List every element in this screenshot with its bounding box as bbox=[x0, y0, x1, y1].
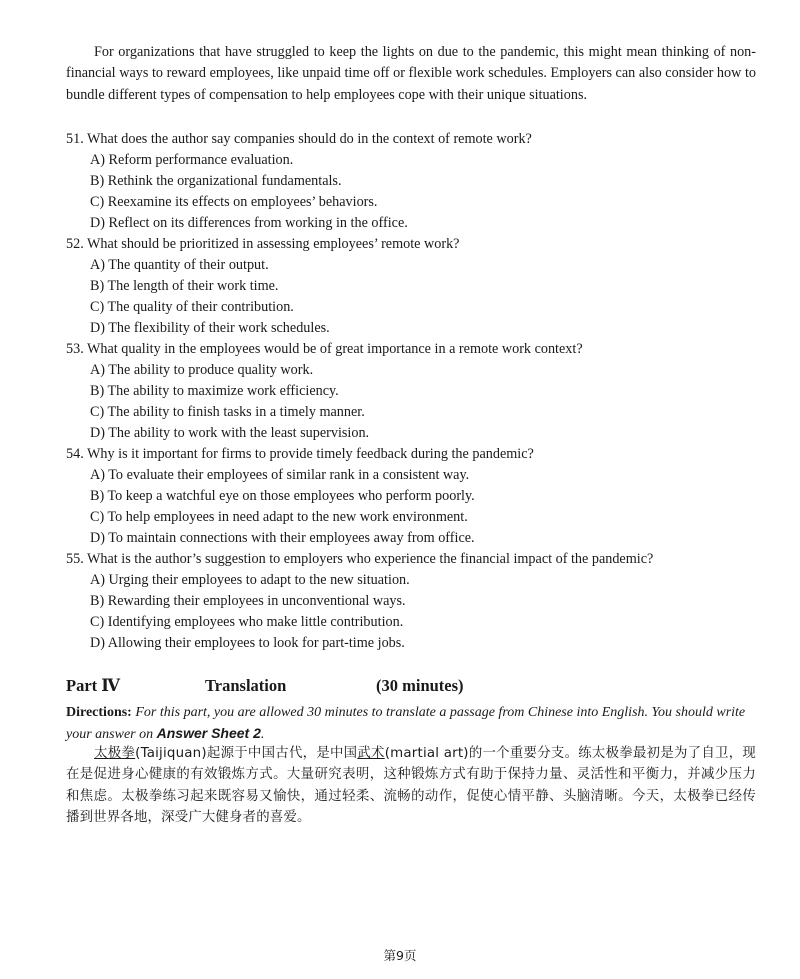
term-martial-art: 武术 bbox=[357, 746, 385, 761]
option-b: B) To keep a watchful eye on those employees who perform poorly. bbox=[90, 488, 475, 504]
question-52 bbox=[66, 234, 766, 339]
option-d: D) Reflect on its differences from working in the office. bbox=[90, 215, 408, 231]
answer-sheet: Answer Sheet 2 bbox=[156, 725, 261, 741]
question-list bbox=[66, 129, 766, 654]
part-title: Translation bbox=[205, 676, 287, 695]
question-54 bbox=[66, 444, 766, 549]
directions-label: Directions: bbox=[66, 705, 132, 720]
part-time: (30 minutes) bbox=[376, 676, 464, 695]
option-a: A) Reform performance evaluation. bbox=[90, 152, 294, 168]
option-c: C) Reexamine its effects on employees’ behaviors. bbox=[90, 194, 378, 210]
option-b: B) Rethink the organizational fundamentals. bbox=[90, 173, 342, 189]
directions-end: . bbox=[260, 727, 265, 742]
translation-segment-2: (martial art)的一个重要分支。练太极拳最初是为了自卫，现在是促进身心健康的有效锻炼方式。大量研究表明，这种锻炼方式有助于保持力量、灵活性和平衡力，并减少压力和焦虑。太极拳练习起来既容易又愉快，通过轻柔、流畅的动作，促使心情平静、头脑清晰。今天，太极拳已经传播到世界各地，深受广大健身者的喜爱。 bbox=[66, 746, 756, 825]
option-b: B) Rewarding their employees in unconventional ways. bbox=[90, 593, 406, 609]
term-taijiquan: 太极拳 bbox=[94, 746, 136, 761]
question-stem: 51. What does the author say companies should do in the context of remote work? bbox=[66, 131, 532, 147]
translation-passage bbox=[66, 743, 756, 828]
directions-text: For this part, you are allowed 30 minutes to translate a passage from Chinese into English. You should write your answer on bbox=[66, 705, 746, 742]
directions bbox=[66, 702, 756, 745]
option-b: B) The length of their work time. bbox=[90, 278, 279, 294]
part-number: Part Ⅳ bbox=[66, 676, 120, 695]
question-stem: 55. What is the author’s suggestion to employers who experience the financial impact of the pandemic? bbox=[66, 551, 654, 567]
question-53 bbox=[66, 339, 766, 444]
passage-text: For organizations that have struggled to keep the lights on due to the pandemic, this might mean thinking of non-financial ways to reward employees, like unpaid time off or flexible work schedules. Employers can also consider how to bundle different types of compensation to help employees cope with their unique situations. bbox=[66, 44, 756, 103]
option-c: C) The quality of their contribution. bbox=[90, 299, 294, 315]
option-a: A) Urging their employees to adapt to the new situation. bbox=[90, 572, 410, 588]
option-c: C) Identifying employees who make little contribution. bbox=[90, 614, 404, 630]
option-a: A) To evaluate their employees of similar rank in a consistent way. bbox=[90, 467, 470, 483]
option-d: D) The ability to work with the least supervision. bbox=[90, 425, 370, 441]
question-stem: 53. What quality in the employees would be of great importance in a remote work context? bbox=[66, 341, 583, 357]
option-d: D) The flexibility of their work schedules. bbox=[90, 320, 330, 336]
option-d: D) Allowing their employees to look for part-time jobs. bbox=[90, 635, 405, 651]
question-55 bbox=[66, 549, 766, 654]
question-stem: 52. What should be prioritized in assessing employees’ remote work? bbox=[66, 236, 460, 252]
option-d: D) To maintain connections with their employees away from office. bbox=[90, 530, 475, 546]
option-b: B) The ability to maximize work efficiency. bbox=[90, 383, 339, 399]
part-heading bbox=[66, 676, 766, 698]
passage-paragraph bbox=[66, 42, 756, 106]
option-a: A) The ability to produce quality work. bbox=[90, 362, 314, 378]
page-number: 第9页 bbox=[383, 948, 417, 963]
question-stem: 54. Why is it important for firms to provide timely feedback during the pandemic? bbox=[66, 446, 534, 462]
option-a: A) The quantity of their output. bbox=[90, 257, 269, 273]
option-c: C) The ability to finish tasks in a timely manner. bbox=[90, 404, 365, 420]
option-c: C) To help employees in need adapt to the new work environment. bbox=[90, 509, 468, 525]
question-51 bbox=[66, 129, 766, 234]
translation-segment-1: (Taijiquan)起源于中国古代，是中国 bbox=[135, 746, 358, 761]
